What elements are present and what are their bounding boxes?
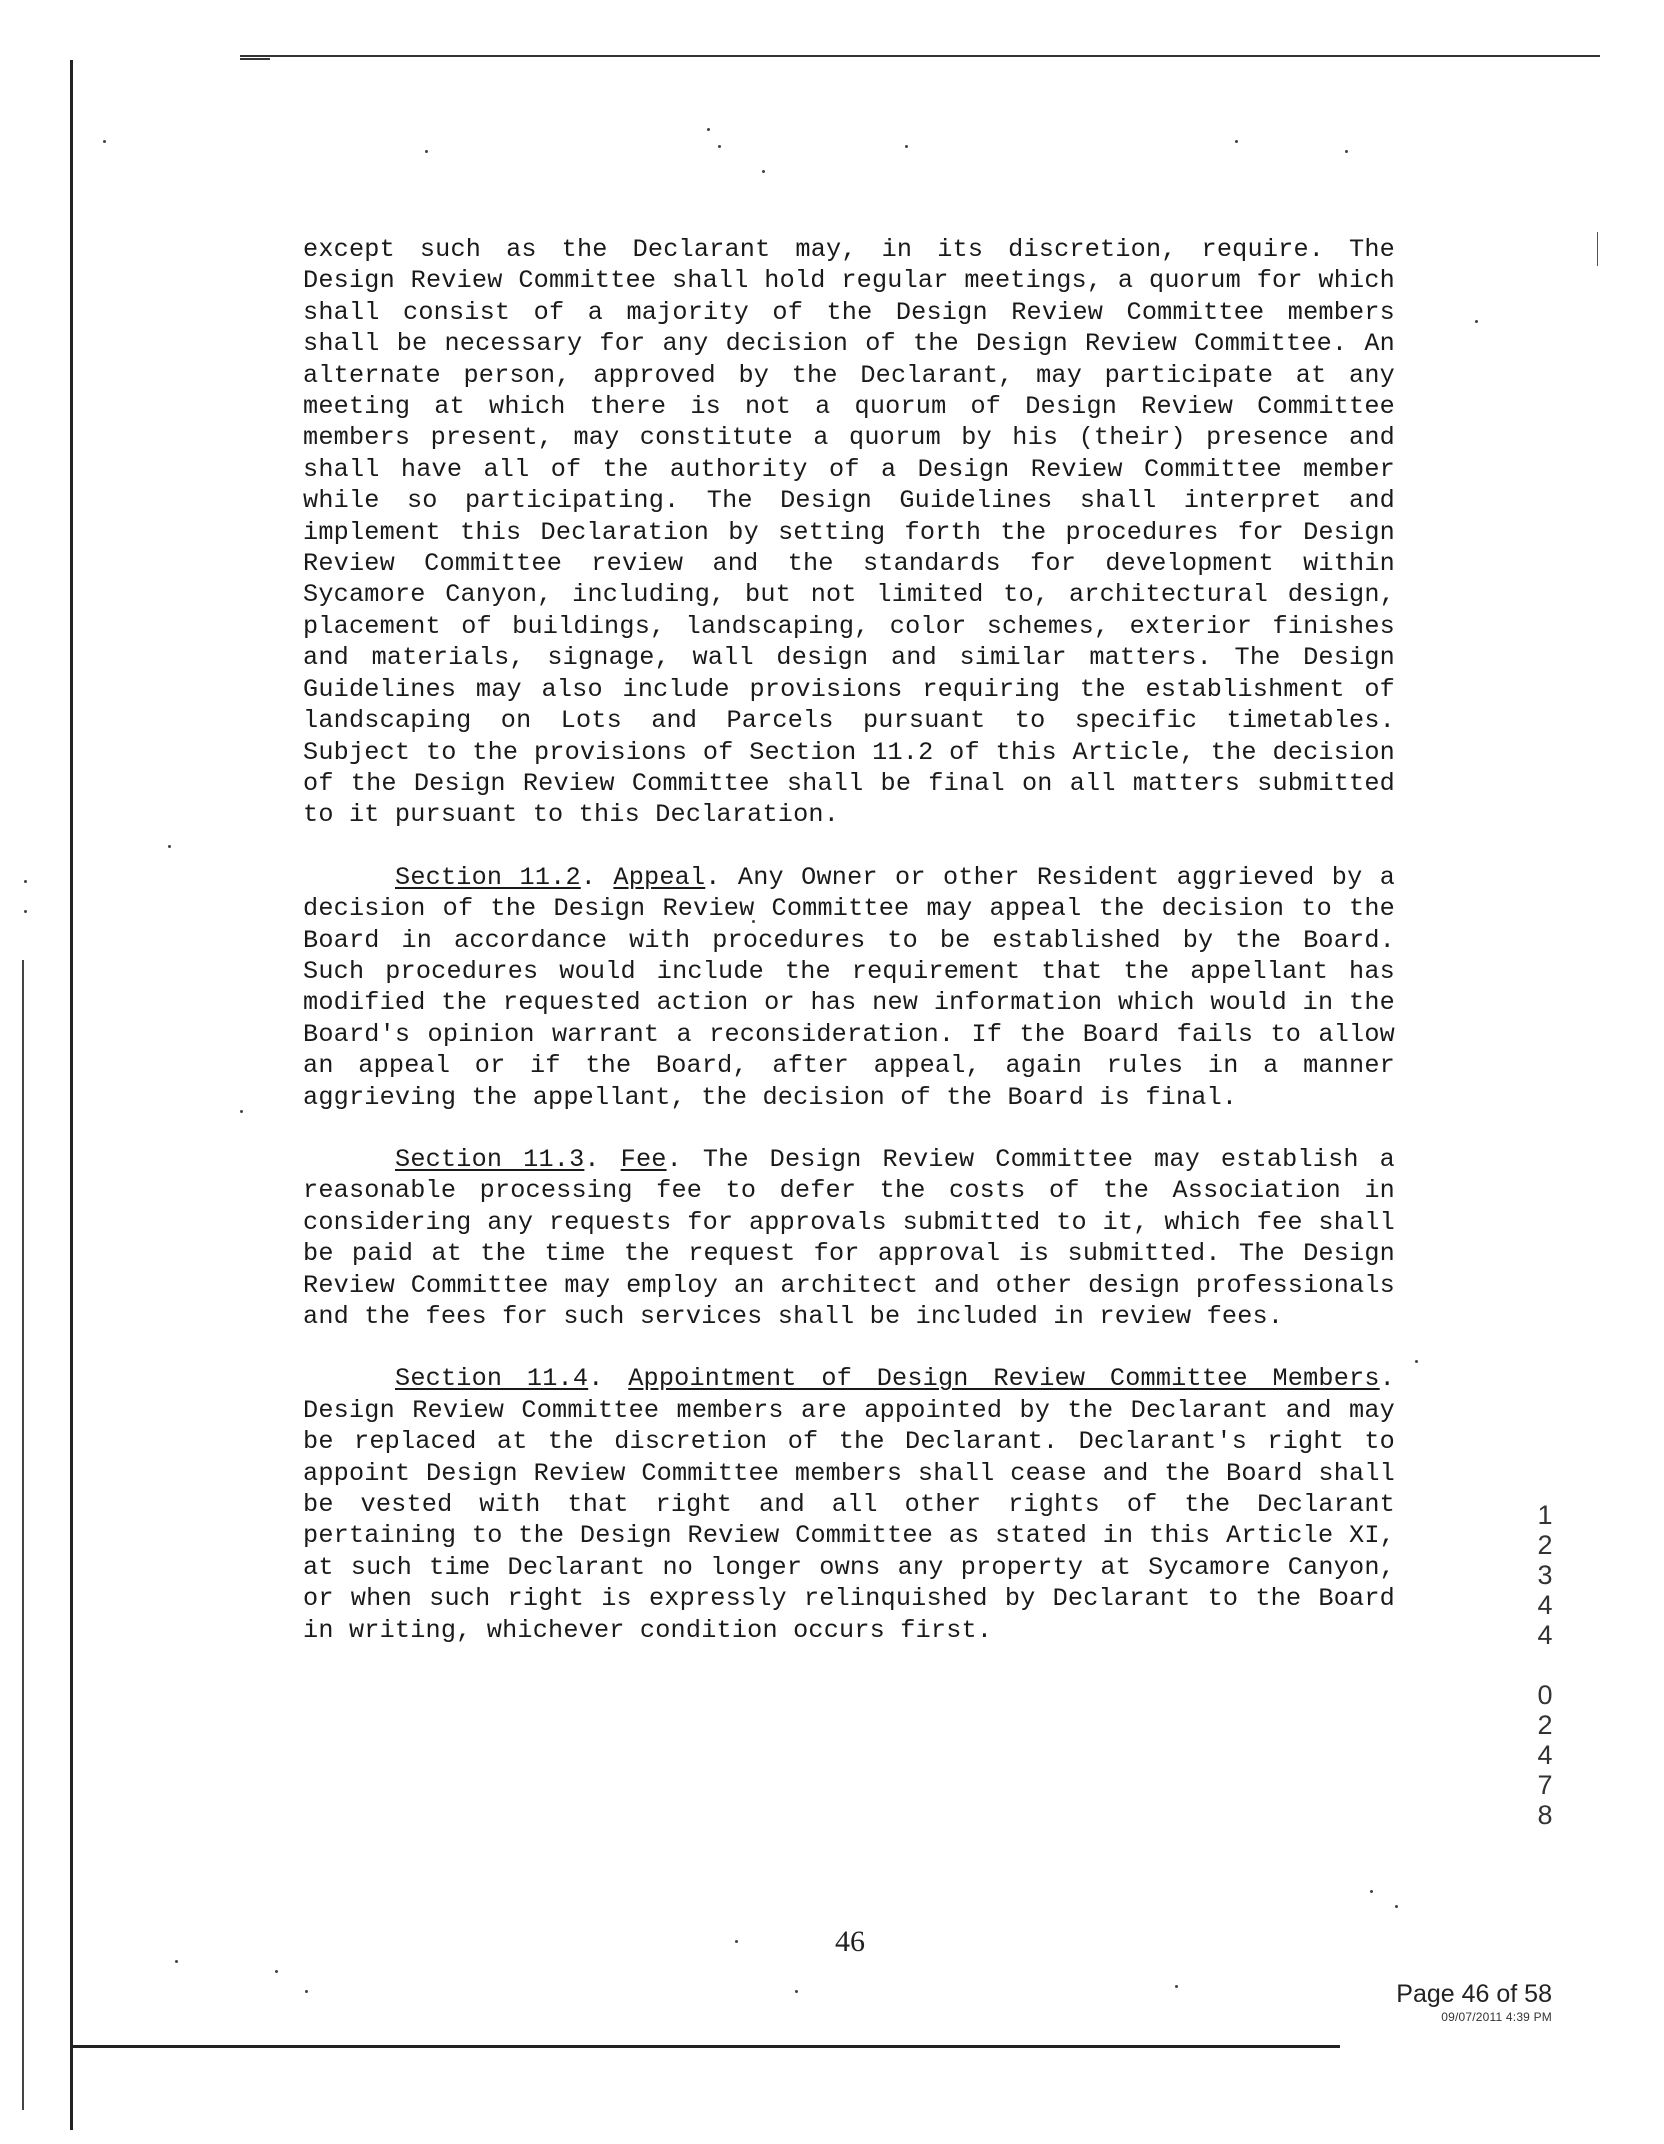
scan-speck	[275, 1970, 278, 1973]
scan-speck	[175, 1960, 178, 1963]
scan-speck	[795, 1990, 798, 1993]
section-11-4-body: Design Review Committee members are appointed by the Declarant and may be replaced at the discretion of the Declarant. Declarant's right to appoint Design Review Committee members shall cease and the Board shall be vested with that right and all other rights of the Declarant pertaining to the Design Review Committee as stated in this Article XI, at such time Declarant no longer owns any property at Sycamore Canyon, or when such right is expressly relinquished by Declarant to the Board in writing, whichever condition occurs first.	[303, 1395, 1395, 1645]
scan-speck	[103, 140, 106, 143]
right-margin-mark	[1597, 232, 1598, 266]
top-rule-dash	[240, 58, 270, 60]
scan-speck	[240, 1110, 243, 1113]
section-11-2-body: Any Owner or other Resident aggrieved by a decision of the Design Review Committee may appeal the decision to the Board in accordance with procedures to be established by the Board. Such procedures would include the requirement that the appellant has modified the requested action or has new information which would in the Board's opinion warrant a reconsideration. If the Board fails to allow an appeal or if the Board, after appeal, again rules in a manner aggrieving the appellant, the decision of the Board is final.	[303, 862, 1396, 1112]
section-11-4: Section 11.4. Appointment of Design Review Committee Members. Design Review Committee members are appointed by the Declarant and may be replaced at the discretion of the Declarant. Declarant's right to appoint Design Review Committee members shall cease and the Board shall be vested with that right and all other rights of the Declarant pertaining to the Design Review Committee as stated in this Article XI, at such time Declarant no longer owns any property at Sycamore Canyon, or when such right is expressly relinquished by Declarant to the Board in writing, whichever condition occurs first.	[303, 1364, 1395, 1645]
stamp-digit: 7	[1537, 1770, 1553, 1800]
scan-speck	[762, 170, 765, 173]
stamp-digit: 1	[1537, 1500, 1553, 1530]
section-11-2-title: Appeal	[613, 862, 706, 892]
footer-page-label: Page 46 of 58	[1396, 1980, 1552, 2008]
stamp-digit: 3	[1537, 1560, 1553, 1590]
section-11-3: Section 11.3. Fee. The Design Review Committee may establish a reasonable processing fee to defer the costs of the Association in considering any requests for approvals submitted to it, which fee shall be paid at the time the request for approval is submitted. The Design Review Committee may employ an architect and other design professionals and the fees for such services shall be included in review fees.	[303, 1144, 1395, 1331]
left-scan-edge	[70, 60, 73, 2130]
scan-speck	[905, 145, 908, 148]
top-rule	[240, 55, 1600, 57]
scan-speck	[1475, 320, 1478, 323]
stamp-digit: 2	[1537, 1710, 1553, 1740]
section-11-4-number: Section 11.4	[395, 1364, 589, 1394]
footer-timestamp: 09/07/2011 4:39 PM	[1441, 2010, 1552, 2024]
section-11-4-title: Appointment of Design Review Committee Members	[628, 1364, 1380, 1394]
scan-speck	[425, 150, 428, 153]
section-11-3-body: The Design Review Committee may establish a reasonable processing fee to defer the costs of the Association in considering any requests for approvals submitted to it, which fee shall be paid at the time the request for approval is submitted. The Design Review Committee may employ an architect and other design professionals and the fees for such services shall be included in review fees.	[303, 1144, 1395, 1331]
scan-speck	[707, 128, 710, 131]
section-11-2: Section 11.2. Appeal. Any Owner or other Resident aggrieved by a decision of the Design Review Committee may appeal the decision to the Board in accordance with procedures to be established by the Board. Such procedures would include the requirement that the appellant has modified the requested action or has new information which would in the Board's opinion warrant a reconsideration. If the Board fails to allow an appeal or if the Board, after appeal, again rules in a manner aggrieving the appellant, the decision of the Board is final.	[303, 862, 1396, 1112]
page-number: 46	[835, 1925, 865, 1958]
scan-speck	[1235, 140, 1238, 143]
stamp-gap	[1528, 1650, 1562, 1680]
scan-speck	[24, 880, 27, 883]
stamp-digit: 4	[1537, 1590, 1553, 1620]
scan-speck	[718, 145, 721, 148]
section-11-2-number: Section 11.2	[395, 862, 581, 892]
recording-stamp	[1528, 1500, 1562, 1830]
stamp-digit: 8	[1537, 1800, 1553, 1830]
scan-speck	[24, 910, 27, 913]
section-11-3-number: Section 11.3	[395, 1144, 585, 1174]
scan-speck	[1175, 1985, 1178, 1988]
stamp-digit: 0	[1537, 1680, 1553, 1710]
stamp-digit: 4	[1537, 1620, 1553, 1650]
paragraph-continuation: except such as the Declarant may, in its discretion, require. The Design Review Committee shall hold regular meetings, a quorum for which shall consist of a majority of the Design Review Committee members shall be necessary for any decision of the Design Review Committee. An alternate person, approved by the Declarant, may participate at any meeting at which there is not a quorum of Design Review Committee members present, may constitute a quorum by his (their) presence and shall have all of the authority of a Design Review Committee member while so participating. The Design Guidelines shall interpret and implement this Declaration by setting forth the procedures for Design Review Committee review and the standards for development within Sycamore Canyon, including, but not limited to, architectural design, placement of buildings, landscaping, color schemes, exterior finishes and materials, signage, wall design and similar matters. The Design Guidelines may also include provisions requiring the establishment of landscaping on Lots and Parcels pursuant to specific timetables. Subject to the provisions of Section 11.2 of this Article, the decision of the Design Review Committee shall be final on all matters submitted to it pursuant to this Declaration.	[303, 235, 1395, 830]
scan-speck	[1370, 1890, 1373, 1893]
scan-speck	[1395, 1905, 1398, 1908]
body-text	[303, 234, 1395, 1646]
bottom-rule	[70, 2045, 1340, 2048]
scan-speck	[168, 845, 171, 848]
stamp-digit: 4	[1537, 1740, 1553, 1770]
scan-speck	[305, 1990, 308, 1993]
scan-speck	[1415, 1360, 1418, 1363]
stamp-digit: 2	[1537, 1530, 1553, 1560]
scan-speck	[1345, 150, 1348, 153]
section-11-3-title: Fee	[620, 1144, 667, 1174]
